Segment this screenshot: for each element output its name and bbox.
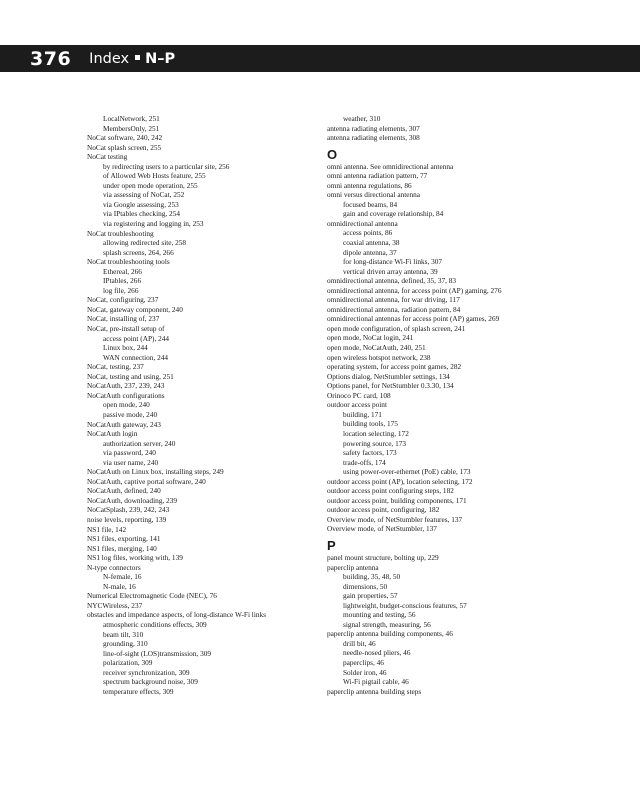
index-subentry: N-female, 16 (103, 572, 142, 582)
index-subentry: via Google assessing, 253 (103, 199, 179, 209)
bullet-separator (135, 55, 140, 60)
index-entry: NYCWireless, 237 (87, 600, 143, 610)
index-entry: outdoor access point, building components, 171 (327, 495, 467, 505)
index-entry: NoCatAuth gateway, 243 (87, 419, 161, 429)
index-subentry: weather, 310 (343, 114, 381, 123)
index-subentry: access points, 86 (343, 228, 393, 238)
index-entry: NoCatAuth, 237, 239, 243 (87, 381, 165, 391)
index-entry: Orinoco PC card, 108 (327, 390, 391, 400)
index-subentry: trade-offs, 174 (343, 457, 386, 467)
index-entry: outdoor access point (327, 400, 387, 410)
index-entry: Overview mode, of NetStumbler features, 137 (327, 514, 463, 524)
index-subentry: LocalNetwork, 251 (103, 114, 160, 123)
index-subentry: building tools, 175 (343, 419, 398, 429)
index-subentry: paperclips, 46 (343, 657, 384, 667)
index-entry: open wireless hotspot network, 238 (327, 352, 431, 362)
index-column-right (327, 114, 597, 696)
index-entry: NS1 file, 142 (87, 524, 127, 534)
index-column-left (87, 114, 327, 696)
index-entry: omnidirectional antenna, defined, 35, 37, 83 (327, 276, 457, 286)
index-entry: NoCatAuth on Linux box, installing steps, 249 (87, 467, 224, 477)
index-entry: Numerical Electromagnetic Code (NEC), 76 (87, 591, 217, 601)
index-subentry: temperature effects, 309 (103, 686, 174, 696)
index-entry: outdoor access point (AP), location selecting, 172 (327, 476, 473, 486)
index-entry: NoCat troubleshooting tools (87, 257, 170, 267)
index-entry: NoCatAuth configurations (87, 390, 165, 400)
index-subentry: N-male, 16 (103, 581, 136, 591)
index-entry: NS1 files, exporting, 141 (87, 534, 161, 544)
index-entry: omnidirectional antenna (327, 218, 398, 228)
index-subentry: allowing redirected site, 258 (103, 238, 187, 248)
index-subentry: using power-over-ethernet (PoE) cable, 173 (343, 467, 471, 477)
index-entry: N-type connectors (87, 562, 141, 572)
index-entry: omnidirectional antenna, radiation pattern, 84 (327, 304, 461, 314)
index-subentry: via user name, 240 (103, 457, 159, 467)
index-entry: operating system, for access point games, 282 (327, 362, 462, 372)
index-entry: NoCat software, 240, 242 (87, 133, 163, 143)
index-subentry: signal strength, measuring, 56 (343, 619, 431, 629)
index-entry: omni antenna radiation pattern, 77 (327, 171, 428, 181)
index-subentry: receiver synchronization, 309 (103, 667, 190, 677)
index-entry: obstacles and impedance aspects, of long-distance W-Fi links (87, 610, 266, 620)
index-entry: panel mount structure, bolting up, 229 (327, 552, 439, 562)
running-title (89, 51, 175, 67)
index-entry: NoCat, testing and using, 251 (87, 371, 174, 381)
index-entry: omnidirectional antenna, for access point (AP) gaming, 276 (327, 285, 502, 295)
section-title: Index (89, 50, 130, 67)
index-subentry: for long-distance Wi-Fi links, 307 (343, 257, 443, 267)
index-entry: NoCat splash screen, 255 (87, 142, 162, 152)
index-entry: NoCatAuth, downloading, 239 (87, 495, 177, 505)
index-subentry: building, 35, 48, 50 (343, 572, 401, 582)
index-subentry: IPtables, 266 (103, 276, 142, 286)
index-subentry: log file, 266 (103, 285, 139, 295)
index-subentry: beam tilt, 310 (103, 629, 144, 639)
index-subentry: mounting and testing, 56 (343, 610, 416, 620)
index-subentry: via registering and logging in, 253 (103, 219, 204, 229)
index-entry: NS1 files, merging, 140 (87, 543, 157, 553)
index-subentry: drill bit, 46 (343, 638, 376, 648)
index-subentry: Wi-Fi pigtail cable, 46 (343, 677, 409, 687)
index-subentry: WAN connection, 244 (103, 352, 169, 362)
index-subentry: grounding, 310 (103, 639, 148, 649)
index-entry: open mode configuration, of splash screen, 241 (327, 323, 466, 333)
page-header (0, 45, 640, 72)
index-subentry: spectrum background noise, 309 (103, 677, 198, 687)
index-subentry: via password, 240 (103, 448, 156, 458)
index-entry: omnidirectional antenna, for war driving, 117 (327, 295, 460, 305)
index-entry: outdoor access point, configuring, 182 (327, 505, 440, 515)
index-entry: NoCat testing (87, 152, 128, 162)
index-subentry: access point (AP), 244 (103, 333, 170, 343)
index-range: N–P (145, 50, 176, 67)
index-subentry: powering source, 173 (343, 438, 407, 448)
index-subentry: gain properties, 57 (343, 591, 398, 601)
index-entry: Options panel, for NetStumbler 0.3.30, 134 (327, 381, 454, 391)
index-subentry: Ethereal, 266 (103, 266, 142, 276)
index-entry: NoCatAuth login (87, 429, 138, 439)
section-letter: O (327, 146, 338, 162)
index-entry: NoCatSplash, 239, 242, 243 (87, 505, 170, 515)
index-subentry: under open mode operation, 255 (103, 180, 198, 190)
index-subentry: lightweight, budget-conscious features, 57 (343, 600, 467, 610)
index-subentry: via assessing of NoCat, 252 (103, 190, 185, 200)
index-subentry: via IPtables checking, 254 (103, 209, 181, 219)
index-entry: outdoor access point configuring steps, 182 (327, 486, 454, 496)
index-entry: omni antenna regulations, 86 (327, 180, 412, 190)
index-subentry: Linux box, 244 (103, 343, 148, 353)
index-subentry: location selecting, 172 (343, 428, 409, 438)
index-entry: NoCat troubleshooting (87, 228, 154, 238)
index-entry: open mode, NoCat login, 241 (327, 333, 414, 343)
index-entry: NS1 log files, working with, 139 (87, 553, 183, 563)
page-number: 376 (30, 47, 72, 70)
index-entry: omni versus directional antenna (327, 190, 421, 200)
index-entry: noise levels, reporting, 139 (87, 514, 167, 524)
index-subentry: by redirecting users to a particular site, 256 (103, 161, 230, 171)
index-subentry: MembersOnly, 251 (103, 123, 160, 133)
index-subentry: atmospheric conditions effects, 309 (103, 619, 207, 629)
index-entry: omnidirectional antennas for access point (AP) games, 269 (327, 314, 500, 324)
index-entry: omni antenna. See omnidirectional antenna (327, 161, 454, 171)
index-entry: paperclip antenna building steps (327, 686, 422, 696)
index-subentry: focused beams, 84 (343, 199, 398, 209)
index-entry: Overview mode, of NetStumbler, 137 (327, 524, 437, 534)
index-entry: NoCat, testing, 237 (87, 362, 144, 372)
index-entry: NoCatAuth, captive portal software, 240 (87, 476, 206, 486)
section-letter: P (327, 537, 336, 553)
index-subentry: coaxial antenna, 38 (343, 238, 400, 248)
index-subentry: gain and coverage relationship, 84 (343, 209, 444, 219)
index-subentry: line-of-sight (LOS)transmission, 309 (103, 648, 212, 658)
index-entry: Options dialog, NetStumbler settings, 134 (327, 371, 450, 381)
index-subentry: authorization server, 240 (103, 438, 176, 448)
index-subentry: needle-nosed pliers, 46 (343, 648, 411, 658)
index-subentry: Solder iron, 46 (343, 667, 387, 677)
index-subentry: dimensions, 50 (343, 581, 388, 591)
index-subentry: building, 171 (343, 409, 382, 419)
index-entry: antenna radiating elements, 308 (327, 133, 420, 143)
index-subentry: safety factors, 173 (343, 448, 397, 458)
index-entry: NoCat, installing of, 237 (87, 314, 160, 324)
index-subentry: open mode, 240 (103, 400, 150, 410)
index-subentry: splash screens, 264, 266 (103, 247, 174, 257)
index-entry: NoCatAuth, defined, 240 (87, 486, 161, 496)
index-entry: paperclip antenna building components, 46 (327, 629, 453, 639)
index-entry: NoCat, configuring, 237 (87, 295, 159, 305)
index-entry: open mode, NoCatAuth, 240, 251 (327, 343, 426, 353)
index-subentry: polarization, 309 (103, 658, 153, 668)
index-subentry: passive mode, 240 (103, 409, 158, 419)
index-entry: paperclip antenna (327, 562, 379, 572)
index-entry: antenna radiating elements, 307 (327, 123, 420, 133)
index-entry: NoCat, pre-install setup of (87, 324, 165, 334)
index-subentry: dipole antenna, 37 (343, 247, 397, 257)
index-entry: NoCat, gateway component, 240 (87, 304, 183, 314)
index-subentry: of Allowed Web Hosts feature, 255 (103, 171, 206, 181)
index-subentry: vertical driven array antenna, 39 (343, 266, 438, 276)
